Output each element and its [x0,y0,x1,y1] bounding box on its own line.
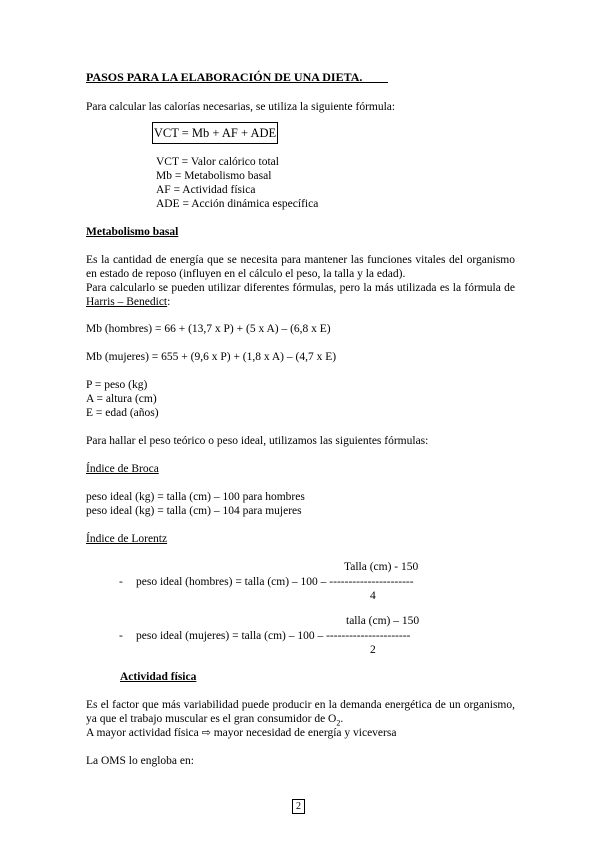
peso-ideal-intro: Para hallar el peso teórico o peso ideal, utilizamos las siguientes fórmulas: [86,435,429,447]
lorentz-mujeres-denominator: 2 [370,644,376,656]
metabolismo-paragraph: Es la cantidad de energía que se necesita para mantener las funciones vitales del organismo en estado de reposo (influyen en el cálculo el peso, la talla y la edad). [86,254,515,280]
lorentz-hombres-bullet: - [119,576,123,588]
legend-item: VCT = Valor calórico total [156,156,279,168]
broca-line: peso ideal (kg) = talla (cm) – 104 para mujeres [86,505,302,517]
actividad-heading: Actividad física [120,671,197,683]
variable-item: P = peso (kg) [86,379,148,391]
legend-item: AF = Actividad física [156,184,256,196]
vct-formula-box: VCT = Mb + AF + ADE [152,122,278,144]
broca-formulas [86,490,305,518]
lorentz-mujeres-bullet: - [119,630,123,642]
variable-item: E = edad (años) [86,407,159,419]
broca-line: peso ideal (kg) = talla (cm) – 100 para hombres [86,491,305,503]
legend-item: Mb = Metabolismo basal [156,170,272,182]
broca-heading: Índice de Broca [86,463,159,475]
right-arrow-icon: ⇨ [201,726,211,739]
metabolismo-heading: Metabolismo basal [86,226,179,238]
legend-item: ADE = Acción dinámica específica [156,198,319,210]
actividad-relation: A mayor actividad física ⇨ mayor necesidad de energía y viceversa [86,726,397,739]
variable-item: A = altura (cm) [86,393,157,405]
page-number: 2 [292,799,305,814]
actividad-paragraph: Es el factor que más variabilidad puede producir en la demanda energética de un organismo, ya que el trabajo muscular es el gran consumidor de $O_2$. [86,699,515,728]
lorentz-heading: Índice de Lorentz [86,533,168,545]
metabolismo-formula-paragraph: Para calcularlo se pueden utilizar diferentes fórmulas, pero la más utilizada es la fórmula de Harris – Benedict: [86,282,515,308]
lorentz-mujeres-numerator: talla (cm) – 150 [346,615,420,627]
mb-mujeres-formula: Mb (mujeres) = 655 + (9,6 x P) + (1,8 x A) – (4,7 x E) [86,351,337,363]
formula-legend [156,155,318,211]
lorentz-hombres-denominator: 4 [370,590,376,602]
page-title: PASOS PARA LA ELABORACIÓN DE UNA DIETA. [86,70,388,84]
oms-text: La OMS lo engloba en: [86,755,194,767]
harris-benedict-link: Harris – Benedict [86,296,168,308]
mb-hombres-formula: Mb (hombres) = 66 + (13,7 x P) + (5 x A) – (6,8 x E) [86,323,331,335]
lorentz-mujeres-formula: peso ideal (mujeres) = talla (cm) – 100 – ---------------------- [136,630,411,642]
lorentz-hombres-formula: peso ideal (hombres) = talla (cm) – 100 – ---------------------- [136,576,414,588]
intro-text: Para calcular las calorías necesarias, se utiliza la siguiente fórmula: [86,101,396,113]
lorentz-hombres-numerator: Talla (cm) - 150 [344,561,419,573]
variables-list [86,378,159,420]
